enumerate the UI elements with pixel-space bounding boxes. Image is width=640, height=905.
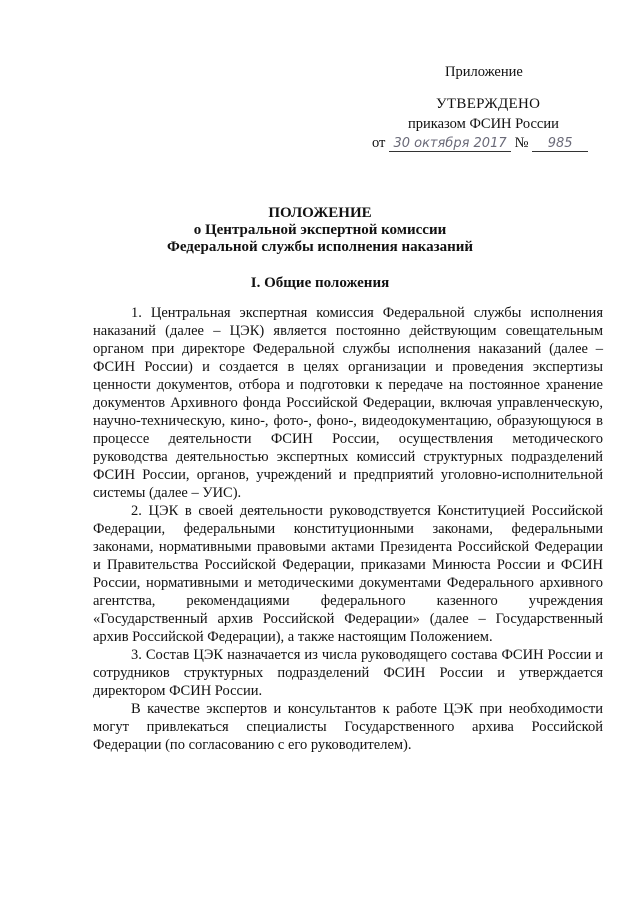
appendix-label: Приложение xyxy=(445,64,523,80)
document-subtitle-line-2: Федеральной службы исполнения наказаний xyxy=(166,239,474,255)
order-from-label: от xyxy=(372,135,386,151)
order-number-label: № xyxy=(514,135,529,151)
order-date-line xyxy=(372,135,588,152)
section-heading: I. Общие положения xyxy=(250,275,390,291)
document-subtitle-line-1: о Центральной экспертной комиссии xyxy=(193,222,447,238)
document-title: ПОЛОЖЕНИЕ xyxy=(268,205,372,221)
order-reference: приказом ФСИН России xyxy=(408,116,559,132)
document-body xyxy=(93,304,603,754)
paragraph-4: В качестве экспертов и консультантов к работе ЦЭК при необходимости могут привлекаться специалисты Государственного архива Российской Федерации (по согласованию с его руководителем). xyxy=(93,701,603,753)
handwritten-order-number: 985 xyxy=(532,136,588,152)
paragraph-1: 1. Центральная экспертная комиссия Федеральной службы исполнения наказаний (далее – ЦЭК) является постоянно действующим совещательным органом при директоре Федеральной службы исполнения наказаний (далее – ФСИН России) и создается в целях организации и проведения экспертизы ценности документов, отбора и подготовки к передаче на постоянное хранение документов Архивного фонда Российской Федерации, включая управленческую, научно-техническую, кино-, фото-, фоно-, видеодокументацию, образующуюся в процессе деятельности ФСИН России, осуществления методического руководства деятельностью экспертных комиссий структурных подразделений ФСИН России, органов, учреждений и предприятий уголовно-исполнительной системы (далее – УИС). xyxy=(93,305,603,501)
handwritten-order-date: 30 октября 2017 xyxy=(389,136,511,152)
approved-stamp-text: УТВЕРЖДЕНО xyxy=(436,96,541,112)
paragraph-2: 2. ЦЭК в своей деятельности руководствуется Конституцией Российской Федерации, федеральными конституционными законами, федеральными законами, нормативными правовыми актами Президента Российской Федерации и Правительства Российской Федерации, приказами Минюста России и ФСИН России, нормативными и методическими документами Федерального архивного агентства, рекомендациями федерального казенного учреждения «Государственный архив Российской Федерации» (далее – Государственный архив Российской Федерации), а также настоящим Положением. xyxy=(93,503,603,645)
paragraph-3: 3. Состав ЦЭК назначается из числа руководящего состава ФСИН России и сотрудников структурных подразделений ФСИН России и утверждается директором ФСИН России. xyxy=(93,647,603,699)
